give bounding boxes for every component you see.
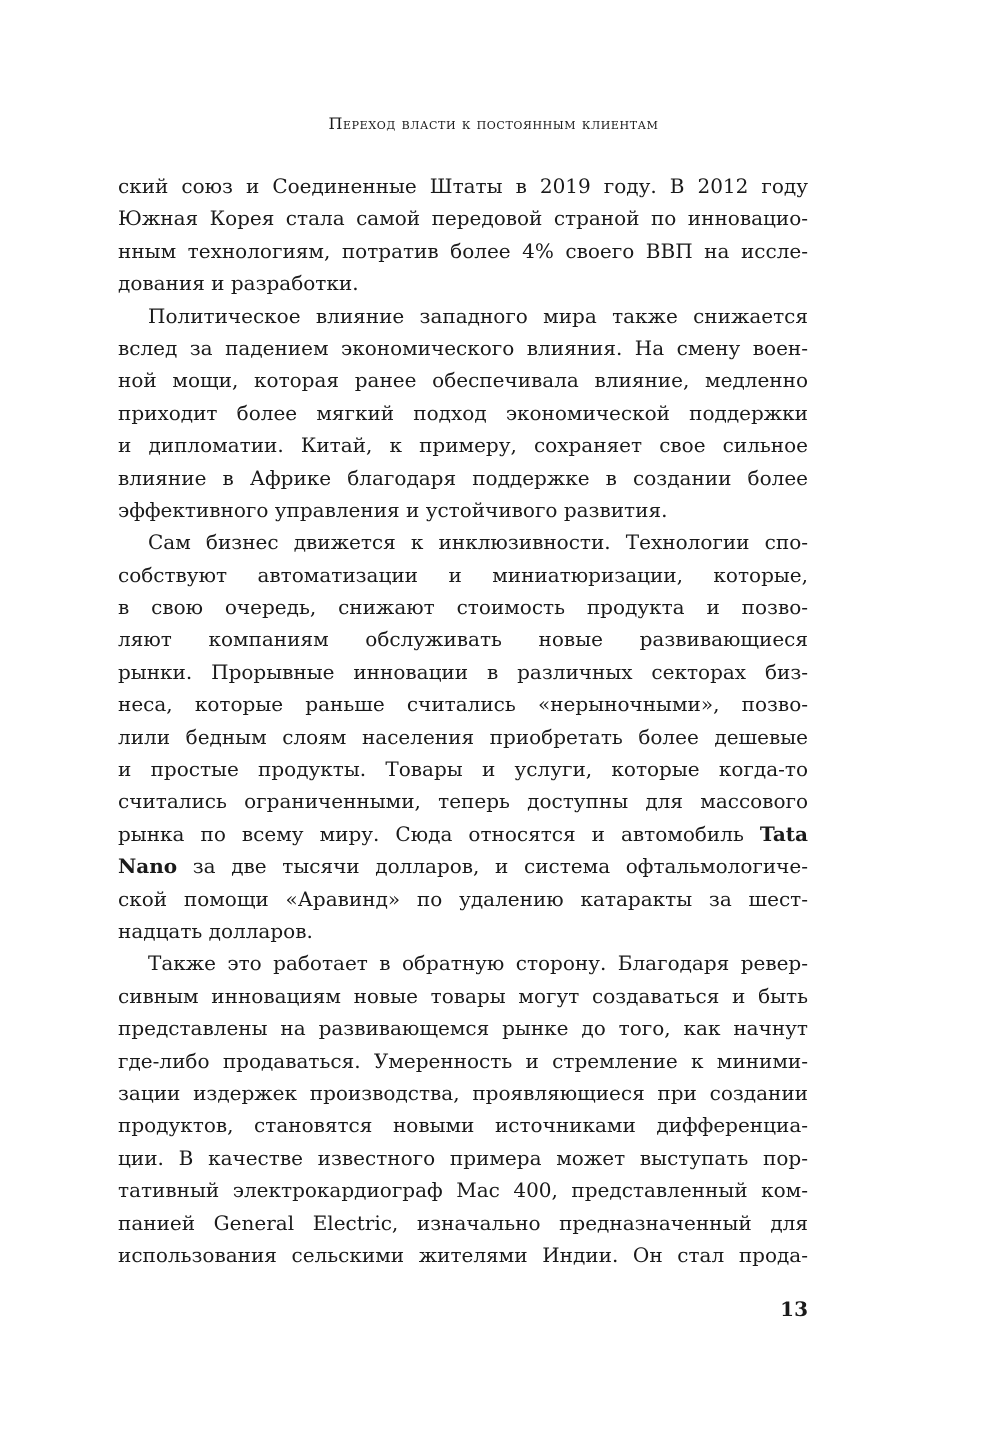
text-line: в свою очередь, снижают стоимость продукта и позво- xyxy=(118,595,808,620)
body-text xyxy=(118,170,808,1271)
text-line: собствуют автоматизации и миниатюризации, которые, xyxy=(118,562,808,587)
paragraph xyxy=(118,526,808,947)
text-line: надцать долларов. xyxy=(118,918,313,943)
text-line: нным технологиям, потратив более 4% своего ВВП на иссле- xyxy=(118,238,808,263)
bold-text: Tata xyxy=(759,821,808,846)
text-line: где-либо продаваться. Умеренность и стремление к миними- xyxy=(118,1048,808,1073)
text-line: Политическое влияние западного мира также снижается xyxy=(148,303,808,328)
text-line: Южная Корея стала самой передовой страной по инновацио- xyxy=(118,206,808,231)
text-line: Также это работает в обратную сторону. Благодаря ревер- xyxy=(148,951,808,976)
text-line: ский союз и Соединенные Штаты в 2019 году. В 2012 году xyxy=(118,174,808,198)
text-line-with-bold xyxy=(118,818,808,850)
text-line: Сам бизнес движется к инклюзивности. Технологии спо- xyxy=(148,530,808,555)
text-line: считались ограниченными, теперь доступны для массового xyxy=(118,789,808,814)
text-line: тативный электрокардиограф Mac 400, представленный ком- xyxy=(118,1178,808,1203)
text-line-with-bold xyxy=(118,850,808,882)
text-line: представлены на развивающемся рынке до того, как начнут xyxy=(118,1016,808,1041)
text-line: продуктов, становятся новыми источниками дифференциа- xyxy=(118,1113,808,1138)
text-line: использования сельскими жителями Индии. Он стал прода- xyxy=(118,1242,808,1267)
text-line: дования и разработки. xyxy=(118,271,359,296)
page-number: 13 xyxy=(780,1297,808,1321)
text-line: и дипломатии. Китай, к примеру, сохраняет свое сильное xyxy=(118,433,808,458)
text-line: рынки. Прорывные инновации в различных секторах биз- xyxy=(118,659,808,684)
text-line: вслед за падением экономического влияния. На смену воен- xyxy=(118,335,808,360)
text-line: неса, которые раньше считались «нерыночными», позво- xyxy=(118,692,808,717)
text-line: ляют компаниям обслуживать новые развивающиеся xyxy=(118,627,808,652)
text-line: панией General Electric, изначально предназначенный для xyxy=(118,1210,808,1235)
paragraph xyxy=(118,300,808,527)
text-line: приходит более мягкий подход экономической поддержки xyxy=(118,400,808,425)
text-line: и простые продукты. Товары и услуги, которые когда-то xyxy=(118,757,808,782)
text-line: ской помощи «Аравинд» по удалению катаракты за шест- xyxy=(118,886,808,911)
text-line: влияние в Африке благодаря поддержке в создании более xyxy=(118,465,808,490)
text-line: ной мощи, которая ранее обеспечивала влияние, медленно xyxy=(118,368,808,393)
paragraph xyxy=(118,170,808,300)
text-line: сивным инновациям новые товары могут создаваться и быть xyxy=(118,983,808,1008)
text-run: за две тысячи долларов, и система офтальмологиче- xyxy=(192,854,808,879)
text-line: ции. В качестве известного примера может выступать пор- xyxy=(118,1145,808,1170)
text-run: рынка по всему миру. Сюда относятся и автомобиль xyxy=(118,821,744,846)
running-head: Переход власти к постоянным клиентам xyxy=(328,114,659,133)
paragraph xyxy=(118,947,808,1271)
text-line: эффективного управления и устойчивого развития. xyxy=(118,497,668,522)
bold-text: Nano xyxy=(118,854,178,879)
text-line: лили бедным слоям населения приобретать более дешевые xyxy=(118,724,808,749)
text-line: зации издержек производства, проявляющиеся при создании xyxy=(118,1080,808,1105)
